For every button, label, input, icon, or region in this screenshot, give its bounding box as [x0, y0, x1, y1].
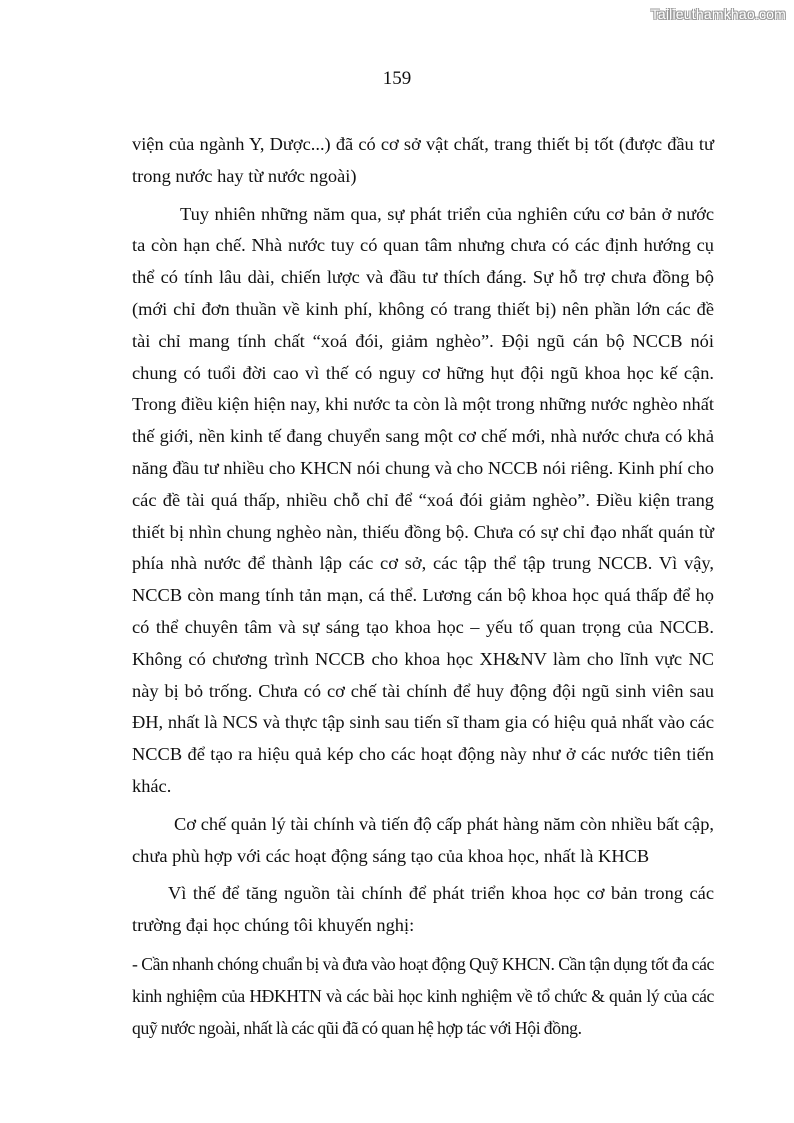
- watermark-text: Tailieuthamkhao.com: [650, 6, 786, 22]
- paragraph-continuation: viện của ngành Y, Dược...) đã có cơ sở vật chất, trang thiết bị tốt (được đầu tư trong nước hay từ nước ngoài): [132, 134, 714, 186]
- paragraph-basic-research-limits: Tuy nhiên những năm qua, sự phát triển của nghiên cứu cơ bản ở nước ta còn hạn chế. Nhà nước tuy có quan tâm nhưng chưa có các định hướng cụ thể có tính lâu dài, chiến lược và đầu tư thích đáng. Sự hỗ trợ chưa đồng bộ (mới chỉ đơn thuần về kinh phí, không có trang thiết bị) nên phần lớn các đề tài chỉ mang tính chất “xoá đói, giảm nghèo”. Đội ngũ cán bộ NCCB nói chung có tuổi đời cao vì thế có nguy cơ hững hụt đội ngũ khoa học kế cận. Trong điều kiện hiện nay, khi nước ta còn là một trong những nước nghèo nhất thế giới, nền kinh tế đang chuyển sang một cơ chế mới, nhà nước chưa có khả năng đầu tư nhiều cho KHCN nói chung và cho NCCB nói riêng. Kinh phí cho các đề tài quá thấp, nhiều chỗ chỉ để “xoá đói giảm nghèo”. Điều kiện trang thiết bị nhìn chung nghèo nàn, thiếu đồng bộ. Chưa có sự chỉ đạo nhất quán từ phía nhà nước để thành lập các cơ sở, các tập thể tập trung NCCB. Vì vậy, NCCB còn mang tính tản mạn, cá thể. Lương cán bộ khoa học quá thấp để họ có thể chuyên tâm và sự sáng tạo khoa học – yếu tố quan trọng của NCCB. Không có chương trình NCCB cho khoa học XH&NV làm cho lĩnh vực NC này bị bỏ trống. Chưa có cơ chế tài chính để huy động đội ngũ sinh viên sau ĐH, nhất là NCS và thực tập sinh sau tiến sĩ tham gia có hiệu quả nhất vào các NCCB để tạo ra hiệu quả kép cho các hoạt động này như ở các nước tiên tiến khác.: [132, 203, 714, 796]
- paragraph-financial-management: Cơ chế quản lý tài chính và tiến độ cấp phát hàng năm còn nhiều bất cập, chưa phù hợp với các hoạt động sáng tạo của khoa học, nhất là KHCB: [132, 813, 714, 866]
- paragraph-recommendation-item: - Cần nhanh chóng chuẩn bị và đưa vào hoạt động Quỹ KHCN. Cần tận dụng tốt đa các kinh nghiệm của HĐKHTN và các bài học kinh nghiệm về tổ chức & quản lý của các quỹ nước ngoài, nhất là các qũi đã có quan hệ hợp tác với Hội đồng.: [132, 953, 714, 1038]
- paragraph-recommendations-intro: Vì thế để tăng nguồn tài chính để phát triển khoa học cơ bản trong các trường đại học chúng tôi khuyến nghị:: [132, 883, 714, 936]
- page-number: 159: [382, 68, 412, 89]
- document-body: [132, 129, 714, 1050]
